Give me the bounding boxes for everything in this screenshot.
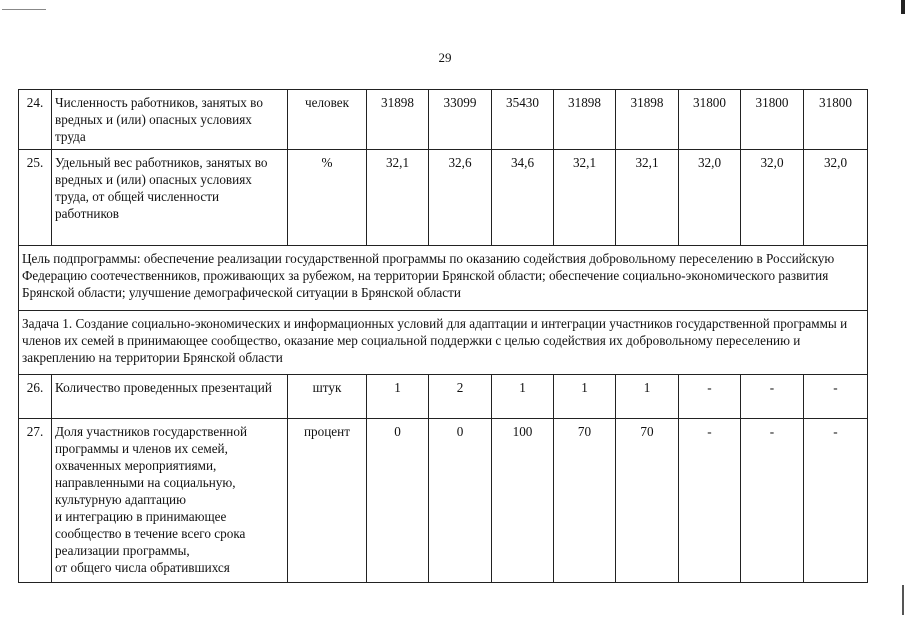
- value-cell: 1: [616, 375, 679, 419]
- value-cell: 34,6: [492, 150, 554, 246]
- unit-cell: процент: [288, 419, 367, 583]
- indicator-name-line: реализации программы,: [55, 543, 190, 558]
- indicator-name-line: Доля участников государственной: [55, 424, 248, 439]
- value-cell: -: [804, 419, 868, 583]
- subprogram-task: Задача 1. Создание социально-экономических и информационных условий для адаптации и интеграции участников государственной программы и членов их семей в принимающее сообщество, оказание мер социальной поддержки с целью содействия их добровольному переселению и закреплению на территории Брянской области: [19, 311, 868, 375]
- indicator-name-line: направленными на социальную,: [55, 475, 236, 490]
- indicator-name: Количество проведенных презентаций: [52, 375, 288, 419]
- value-cell: -: [679, 419, 741, 583]
- unit-cell: человек: [288, 90, 367, 150]
- indicator-name-line: программы и членов их семей,: [55, 441, 228, 456]
- indicator-name-line: от общего числа обратившихся: [55, 560, 230, 575]
- value-cell: 32,1: [616, 150, 679, 246]
- value-cell: 32,1: [367, 150, 429, 246]
- value-cell: 31898: [554, 90, 616, 150]
- scan-artifact-edge: [902, 585, 904, 615]
- table-row: [19, 419, 868, 583]
- value-cell: 35430: [492, 90, 554, 150]
- unit-cell: %: [288, 150, 367, 246]
- table-row: [19, 375, 868, 419]
- value-cell: 0: [429, 419, 492, 583]
- row-number: 25.: [19, 150, 52, 246]
- value-cell: 32,6: [429, 150, 492, 246]
- value-cell: 0: [367, 419, 429, 583]
- table-row: [19, 311, 868, 375]
- value-cell: 31898: [367, 90, 429, 150]
- value-cell: 32,0: [741, 150, 804, 246]
- value-cell: 1: [554, 375, 616, 419]
- indicator-name-line: сообщество в течение всего срока: [55, 526, 246, 541]
- value-cell: 70: [554, 419, 616, 583]
- row-number: 27.: [19, 419, 52, 583]
- indicator-name: Удельный вес работников, занятых во вредных и (или) опасных условиях труда, от общей численности работников: [52, 150, 288, 246]
- table-row: [19, 90, 868, 150]
- subprogram-goal: Цель подпрограммы: обеспечение реализации государственной программы по оказанию содействия добровольному переселению в Российскую Федерацию соотечественников, проживающих за рубежом, на территории Брянской области; обеспечение социально-экономического развития Брянской области; улучшение демографической ситуации в Брянской области: [19, 246, 868, 311]
- row-number: 24.: [19, 90, 52, 150]
- value-cell: -: [741, 375, 804, 419]
- value-cell: 1: [367, 375, 429, 419]
- value-cell: 32,0: [804, 150, 868, 246]
- row-number: 26.: [19, 375, 52, 419]
- table-row: [19, 246, 868, 311]
- value-cell: 70: [616, 419, 679, 583]
- indicator-name: Численность работников, занятых во вредных и (или) опасных условиях труда: [52, 90, 288, 150]
- value-cell: 31800: [741, 90, 804, 150]
- page-number: 29: [438, 50, 452, 65]
- value-cell: 100: [492, 419, 554, 583]
- indicator-name: [52, 419, 288, 583]
- unit-cell: штук: [288, 375, 367, 419]
- value-cell: -: [804, 375, 868, 419]
- value-cell: 32,0: [679, 150, 741, 246]
- value-cell: -: [679, 375, 741, 419]
- indicator-name-line: охваченных мероприятиями,: [55, 458, 217, 473]
- table-row: [19, 150, 868, 246]
- value-cell: 1: [492, 375, 554, 419]
- scan-artifact-line: [2, 9, 46, 10]
- indicators-table: [18, 89, 868, 583]
- value-cell: 31898: [616, 90, 679, 150]
- value-cell: 31800: [679, 90, 741, 150]
- value-cell: 31800: [804, 90, 868, 150]
- value-cell: 32,1: [554, 150, 616, 246]
- value-cell: 2: [429, 375, 492, 419]
- indicator-name-line: культурную адаптацию: [55, 492, 186, 507]
- value-cell: -: [741, 419, 804, 583]
- indicator-name-line: и интеграцию в принимающее: [55, 509, 227, 524]
- scan-artifact-edge: [901, 0, 905, 14]
- value-cell: 33099: [429, 90, 492, 150]
